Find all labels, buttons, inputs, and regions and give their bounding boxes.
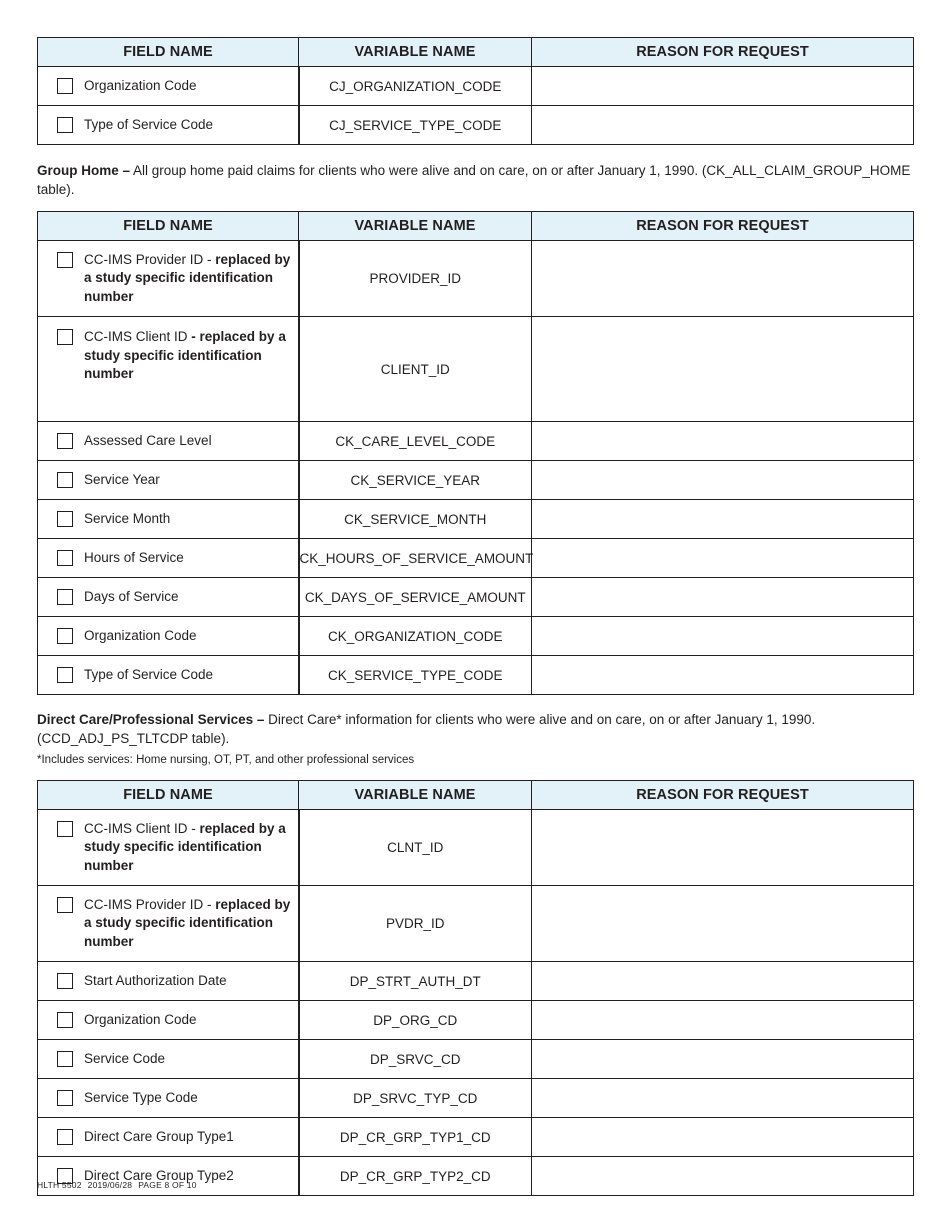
request-checkbox[interactable] <box>57 1090 73 1106</box>
section-text: All group home paid claims for clients who were alive and on care, on or after January 1, 1990. (CK_ALL_CLAIM_GROUP_HOME table). <box>37 163 911 197</box>
field-label: Type of Service Code <box>84 666 214 682</box>
field-label: Direct Care Group Type2 <box>84 1167 234 1183</box>
request-checkbox[interactable] <box>57 329 73 345</box>
variable-name: PVDR_ID <box>299 886 532 962</box>
request-checkbox[interactable] <box>57 550 73 566</box>
table-row <box>38 1040 914 1079</box>
variable-name: CK_SERVICE_MONTH <box>299 500 532 539</box>
request-checkbox[interactable] <box>57 973 73 989</box>
variable-name: CK_DAYS_OF_SERVICE_AMOUNT <box>299 578 532 617</box>
group-home-table <box>37 211 914 695</box>
header-field-name: FIELD NAME <box>38 781 299 810</box>
reason-input[interactable] <box>532 539 914 578</box>
field-label: Hours of Service <box>84 549 184 565</box>
header-reason: REASON FOR REQUEST <box>532 781 914 810</box>
variable-name: CK_ORGANIZATION_CODE <box>299 617 532 656</box>
table-row <box>38 656 914 695</box>
variable-name: CLNT_ID <box>299 810 532 886</box>
variable-name: CLIENT_ID <box>299 317 532 422</box>
variable-name: DP_SRVC_CD <box>299 1040 532 1079</box>
table-row <box>38 241 914 317</box>
reason-input[interactable] <box>532 317 914 422</box>
table-header-row <box>38 38 914 67</box>
variable-name: CK_CARE_LEVEL_CODE <box>299 422 532 461</box>
table-row <box>38 422 914 461</box>
request-checkbox[interactable] <box>57 472 73 488</box>
section-text: Direct Care* information for clients who were alive and on care, on or after January 1, 1990. (CCD_ADJ_PS_TLTCDP table). <box>37 712 816 746</box>
request-checkbox[interactable] <box>57 78 73 94</box>
page-number: PAGE 8 OF 10 <box>138 1180 197 1190</box>
reason-input[interactable] <box>532 656 914 695</box>
reason-input[interactable] <box>532 617 914 656</box>
table-row <box>38 810 914 886</box>
group-home-description <box>37 162 913 199</box>
header-reason: REASON FOR REQUEST <box>532 38 914 67</box>
header-field-name: FIELD NAME <box>38 212 299 241</box>
services-note: *Includes services: Home nursing, OT, PT, and other professional services <box>37 754 415 766</box>
form-number: HLTH 5502 <box>37 1180 82 1190</box>
reason-input[interactable] <box>532 810 914 886</box>
request-checkbox[interactable] <box>57 628 73 644</box>
variable-name: DP_STRT_AUTH_DT <box>299 962 532 1001</box>
variable-name: CJ_ORGANIZATION_CODE <box>299 67 532 106</box>
table-row <box>38 67 914 106</box>
table-row <box>38 1001 914 1040</box>
reason-input[interactable] <box>532 1001 914 1040</box>
header-variable-name: VARIABLE NAME <box>299 38 532 67</box>
table-header-row <box>38 781 914 810</box>
field-label: Service Code <box>84 1050 166 1066</box>
field-label: Service Year <box>84 471 160 487</box>
reason-input[interactable] <box>532 241 914 317</box>
reason-input[interactable] <box>532 422 914 461</box>
header-reason: REASON FOR REQUEST <box>532 212 914 241</box>
reason-input[interactable] <box>532 1157 914 1196</box>
field-label: CC-IMS Client ID - replaced by a study specific identification number <box>84 820 286 873</box>
section-title: Group Home – <box>37 163 131 178</box>
field-label: Start Authorization Date <box>84 972 227 988</box>
table-row <box>38 500 914 539</box>
field-label: Days of Service <box>84 588 179 604</box>
variable-name: DP_ORG_CD <box>299 1001 532 1040</box>
table-row <box>38 1118 914 1157</box>
direct-care-table <box>37 780 914 1196</box>
variable-name: PROVIDER_ID <box>299 241 532 317</box>
field-label: CC-IMS Client ID - replaced by a study specific identification number <box>84 329 286 381</box>
reason-input[interactable] <box>532 106 914 145</box>
reason-input[interactable] <box>532 962 914 1001</box>
table-row <box>38 962 914 1001</box>
field-label: Organization Code <box>84 1011 197 1027</box>
reason-input[interactable] <box>532 1040 914 1079</box>
variable-name: CK_HOURS_OF_SERVICE_AMOUNT <box>299 539 532 578</box>
field-label: Organization Code <box>84 77 197 93</box>
reason-input[interactable] <box>532 886 914 962</box>
request-checkbox[interactable] <box>57 252 73 268</box>
request-checkbox[interactable] <box>57 821 73 837</box>
header-field-name: FIELD NAME <box>38 38 299 67</box>
table-row <box>38 617 914 656</box>
request-checkbox[interactable] <box>57 1012 73 1028</box>
request-checkbox[interactable] <box>57 589 73 605</box>
table-row <box>38 461 914 500</box>
variable-name: DP_CR_GRP_TYP1_CD <box>299 1118 532 1157</box>
table-row <box>38 886 914 962</box>
variable-name: CK_SERVICE_YEAR <box>299 461 532 500</box>
variable-name: DP_SRVC_TYP_CD <box>299 1079 532 1118</box>
field-label: CC-IMS Provider ID - replaced by a study specific identification number <box>84 896 291 949</box>
request-checkbox[interactable] <box>57 511 73 527</box>
reason-input[interactable] <box>532 1079 914 1118</box>
table-row <box>38 317 914 422</box>
section-title: Direct Care/Professional Services – <box>37 712 265 727</box>
reason-input[interactable] <box>532 500 914 539</box>
field-label: Assessed Care Level <box>84 432 212 448</box>
request-checkbox[interactable] <box>57 897 73 913</box>
table-header-row <box>38 212 914 241</box>
table-row <box>38 106 914 145</box>
reason-input[interactable] <box>532 461 914 500</box>
reason-input[interactable] <box>532 1118 914 1157</box>
request-checkbox[interactable] <box>57 433 73 449</box>
variable-name: CJ_SERVICE_TYPE_CODE <box>299 106 532 145</box>
header-variable-name: VARIABLE NAME <box>299 781 532 810</box>
form-date: 2019/06/28 <box>87 1180 133 1190</box>
reason-input[interactable] <box>532 578 914 617</box>
field-label: Service Month <box>84 510 171 526</box>
variable-name: CK_SERVICE_TYPE_CODE <box>299 656 532 695</box>
variable-name: DP_CR_GRP_TYP2_CD <box>299 1157 532 1196</box>
field-label: Direct Care Group Type1 <box>84 1128 234 1144</box>
request-checkbox[interactable] <box>57 117 73 133</box>
direct-care-description <box>37 711 913 748</box>
table-row <box>38 1079 914 1118</box>
reason-input[interactable] <box>532 67 914 106</box>
table-row <box>38 578 914 617</box>
header-variable-name: VARIABLE NAME <box>299 212 532 241</box>
request-checkbox[interactable] <box>57 1051 73 1067</box>
field-label: Service Type Code <box>84 1089 198 1105</box>
table-row <box>38 539 914 578</box>
field-label: Type of Service Code <box>84 116 214 132</box>
page-footer <box>37 1180 203 1190</box>
field-label: CC-IMS Provider ID - replaced by a study specific identification number <box>84 251 291 304</box>
field-label: Organization Code <box>84 627 197 643</box>
request-checkbox[interactable] <box>57 1129 73 1145</box>
request-checkbox[interactable] <box>57 667 73 683</box>
table-continued <box>37 37 914 145</box>
